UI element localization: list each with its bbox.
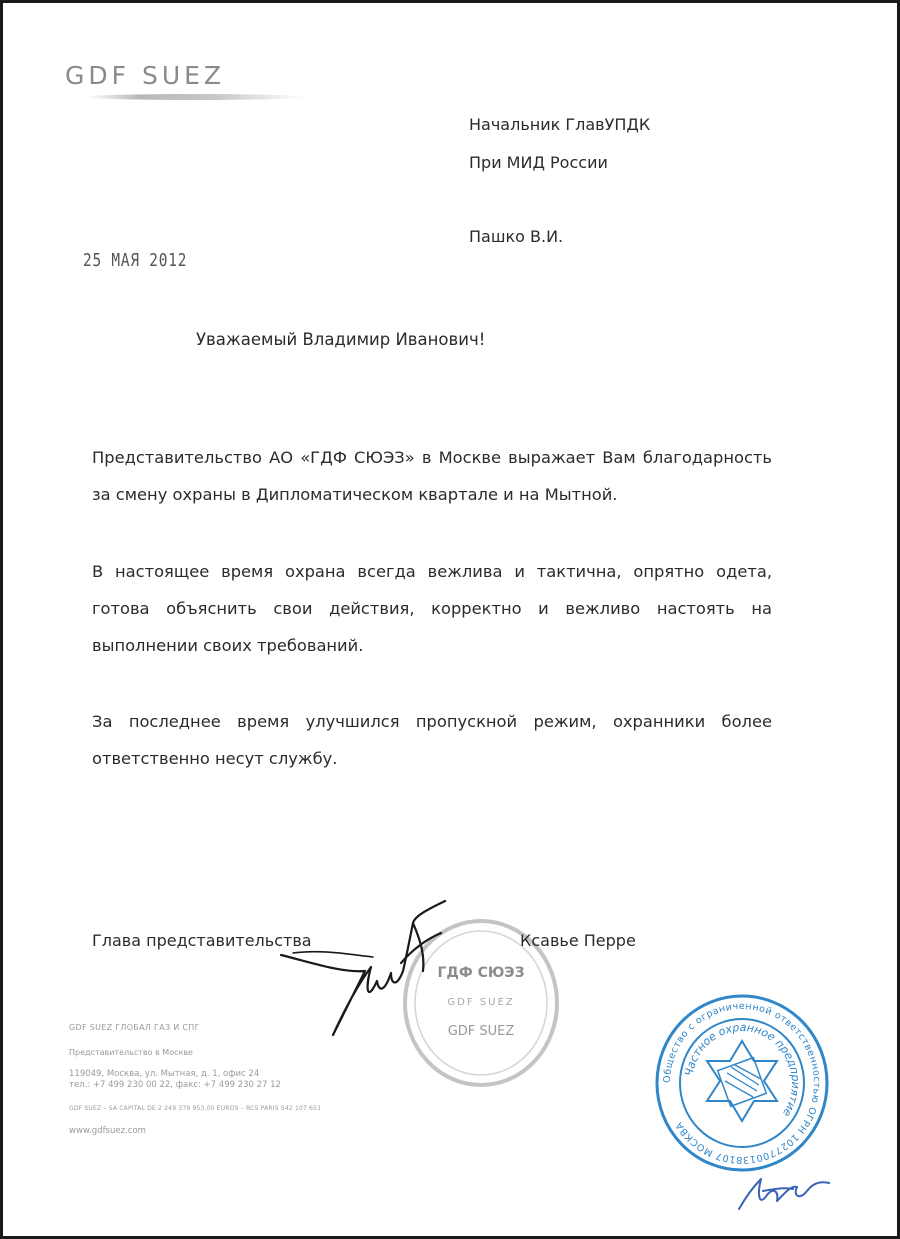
addressee-position: Начальник ГлавУПДК [469,115,651,134]
seal-ring-text: Общество с ограниченной ответственностью ОГРН 1027700138107 МОСКВА [661,1000,823,1166]
addressee-organization: При МИД России [469,153,608,172]
seal-text-logo: GDF SUEZ [447,997,515,1008]
footer-phones: тел.: +7 499 230 00 22, факс: +7 499 230 27 12 [69,1080,281,1090]
footer-address [69,1069,321,1091]
signatory-name: Ксавье Перре [520,931,636,950]
body-paragraph-3: За последнее время улучшился пропускной режим, охранники более ответственно несут службу. [92,712,772,768]
body-paragraph-2: В настоящее время охрана всегда вежлива и тактична, опрятно одета, готова объяснить свои действия, корректно и вежливо настоять на выполнении своих требований. [92,562,772,655]
salutation: Уважаемый Владимир Иванович! [196,330,486,349]
footer-company: GDF SUEZ ГЛОБАЛ ГАЗ И СПГ [69,1023,200,1032]
security-company-seal [653,993,831,1173]
logo-swoosh [85,94,305,100]
stamp-signature [733,1165,833,1220]
signatory-title: Глава представительства [92,931,312,950]
handwritten-signature [273,893,453,1043]
company-logo [65,61,315,106]
footer-street: 119049, Москва, ул. Мытная, д. 1, офис 24 [69,1069,260,1079]
seal-inner-text: Частное охранное предприятие [682,1020,803,1120]
footer-representation: Представительство в Москве [69,1048,193,1057]
date-stamp: 25 МАЯ 2012 [83,250,188,271]
addressee-name: Пашко В.И. [469,227,564,246]
footer-legal: GDF SUEZ – SA CAPITAL DE 2 249 379 953,00 EUROS – RCS PARIS 542 107 651 [69,1105,322,1112]
body-paragraph-1: Представительство АО «ГДФ СЮЭЗ» в Москве выражает Вам благодарность за смену охраны в Дипломатическом квартале и на Мытной. [92,448,772,504]
letterhead-footer [69,1023,321,1136]
footer-website: www.gdfsuez.com [69,1126,146,1136]
logo-text: GDF SUEZ [65,61,226,90]
seal-text-ru: ГДФ СЮЭЗ [437,965,525,981]
addressee-block [469,106,650,256]
seal-text-en: GDF SUEZ [447,1024,515,1039]
